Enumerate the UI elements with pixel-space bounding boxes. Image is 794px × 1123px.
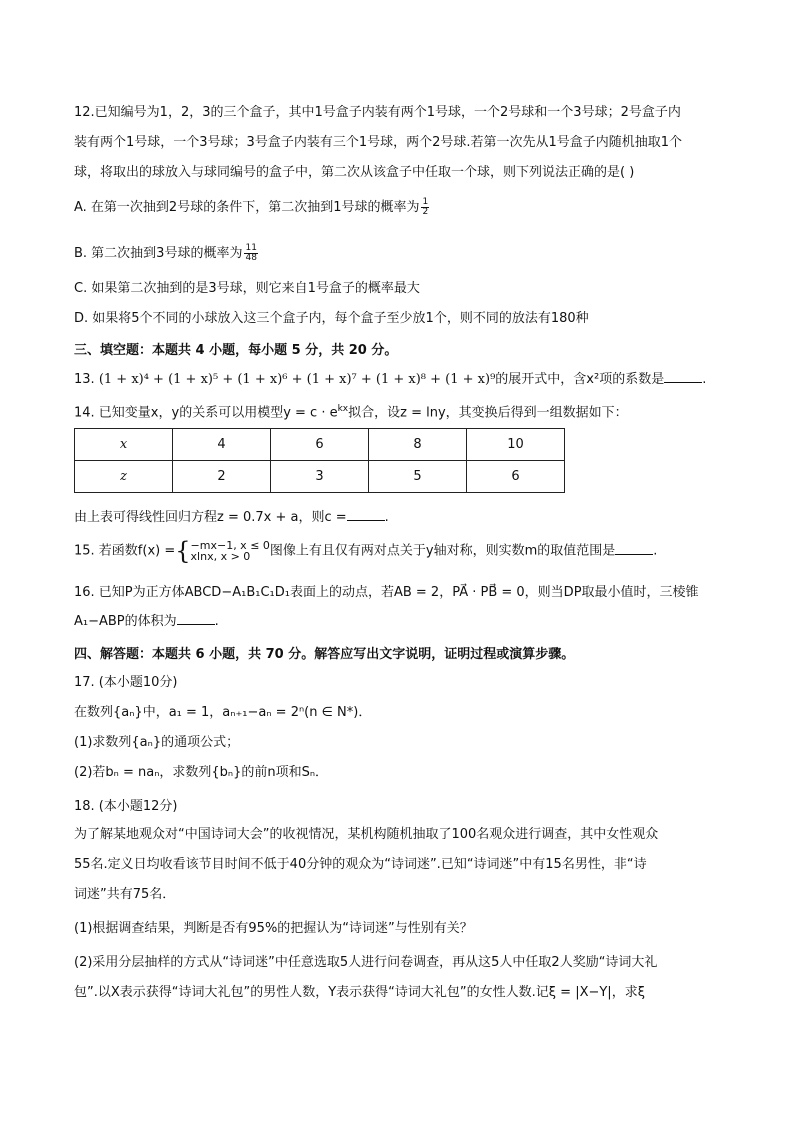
section-4-heading: 四、解答题：本题共 6 小题，共 70 分。解答应写出文字说明，证明过程或演算步骤。 [74,647,575,662]
table-cell: 10 [467,429,565,461]
q16-line1: 16. 已知P为正方体ABCD−A₁B₁C₁D₁表面上的动点，若AB = 2，PA⃗ · PB⃗ = 0，则当DP取最小值时，三棱锥 [74,585,699,600]
q14-stem: 14. 已知变量x，y的关系可以用模型$y = c \cdot e^{kx}$拟合，设z = lny，其变换后得到一组数据如下： [74,404,628,421]
q17-part2: (2)若bₙ = naₙ，求数列{bₙ}的前n项和Sₙ． [74,765,329,780]
table-cell: 6 [467,461,565,493]
q18-part1: (1)根据调查结果，判断是否有95%的把握认为“诗词迷”与性别有关？ [74,921,473,936]
q12-line1: 12.已知编号为1，2，3的三个盒子，其中1号盒子内装有两个1号球，一个2号球和一个3号球；2号盒子内 [74,105,681,120]
answer-blank [664,370,702,383]
piecewise-function: −mx−1, x ≤ 0 xlnx, x > 0 [190,539,270,563]
table-cell: 4 [173,429,271,461]
table-cell: 6 [271,429,369,461]
q12-line2: 装有两个1号球，一个3号球；3号盒子内装有三个1号球，两个2号球.若第一次先从1号盒子内随机抽取1个 [74,135,683,150]
table-cell: 2 [173,461,271,493]
q12-line3: 球，将取出的球放入与球同编号的盒子中，第二次从该盒子中任取一个球，则下列说法正确的是( ) [74,165,635,180]
q18-line2: 55名.定义日均收看该节目时间不低于40分钟的观众为“诗词迷”.已知“诗词迷”中有15名男性，非“诗 [74,857,647,872]
table-cell: 3 [271,461,369,493]
q17-heading: 17. (本小题10分) [74,675,178,690]
q17-part1: (1)求数列{aₙ}的通项公式； [74,735,240,750]
q17-stem: 在数列{aₙ}中，a₁ = 1，aₙ₊₁−aₙ = 2ⁿ(n ∈ N*)． [74,705,372,720]
table-row [75,429,565,461]
table-cell: 8 [369,429,467,461]
table-cell: 5 [369,461,467,493]
q12-option-d: D. 如果将5个不同的小球放入这三个盒子内，每个盒子至少放1个，则不同的放法有180种 [74,311,589,326]
fraction-11-48: $\frac{11}{48}$ [245,243,257,263]
left-brace-symbol: { [175,537,191,565]
q18-line3: 词迷”共有75名． [74,887,176,902]
fraction-one-half: $\frac{1}{2}$ [422,197,429,217]
table-cell: x [75,429,173,461]
answer-blank [347,508,385,521]
q18-line1: 为了解某地观众对“中国诗词大会”的收视情况，某机构随机抽取了100名观众进行调查，其中女性观众 [74,827,659,842]
q18-heading: 18. (本小题12分) [74,799,178,814]
q13: 13. (1 + x)⁴ + (1 + x)⁵ + (1 + x)⁶ + (1 + x)⁷ + (1 + x)⁸ + (1 + x)⁹的展开式中，含x²项的系数是 . [74,372,707,387]
q12-option-a: A. 在第一次抽到2号球的条件下，第二次抽到1号球的概率为 $\frac{1}{2}$ [74,197,429,217]
table-cell: z [75,461,173,493]
q16-line2: A₁−ABP的体积为 . [74,614,219,629]
answer-blank [177,612,215,625]
q12-option-c: C. 如果第二次抽到的是3号球，则它来自1号盒子的概率最大 [74,281,420,296]
q12-option-b: B. 第二次抽到3号球的概率为 $\frac{11}{48}$ [74,243,257,263]
table-row [75,461,565,493]
q15: 15. 若函数f(x) ={ −mx−1, x ≤ 0 xlnx, x > 0 图像上有且仅有两对点关于y轴对称，则实数m的取值范围是 . [74,537,658,565]
q18-part2a: (2)采用分层抽样的方式从“诗词迷”中任意选取5人进行问卷调查，再从这5人中任取2人奖励“诗词大礼 [74,955,658,970]
answer-blank [615,542,653,555]
q18-part2b: 包”.以X表示获得“诗词大礼包”的男性人数，Y表示获得“诗词大礼包”的女性人数.记ξ = |X−Y|，求ξ [74,985,645,1000]
q14-data-table [74,428,565,493]
q14-regression: 由上表可得线性回归方程z = 0.7x + a，则c = . [74,510,389,525]
section-3-heading: 三、填空题：本题共 4 小题，每小题 5 分，共 20 分。 [74,343,398,358]
